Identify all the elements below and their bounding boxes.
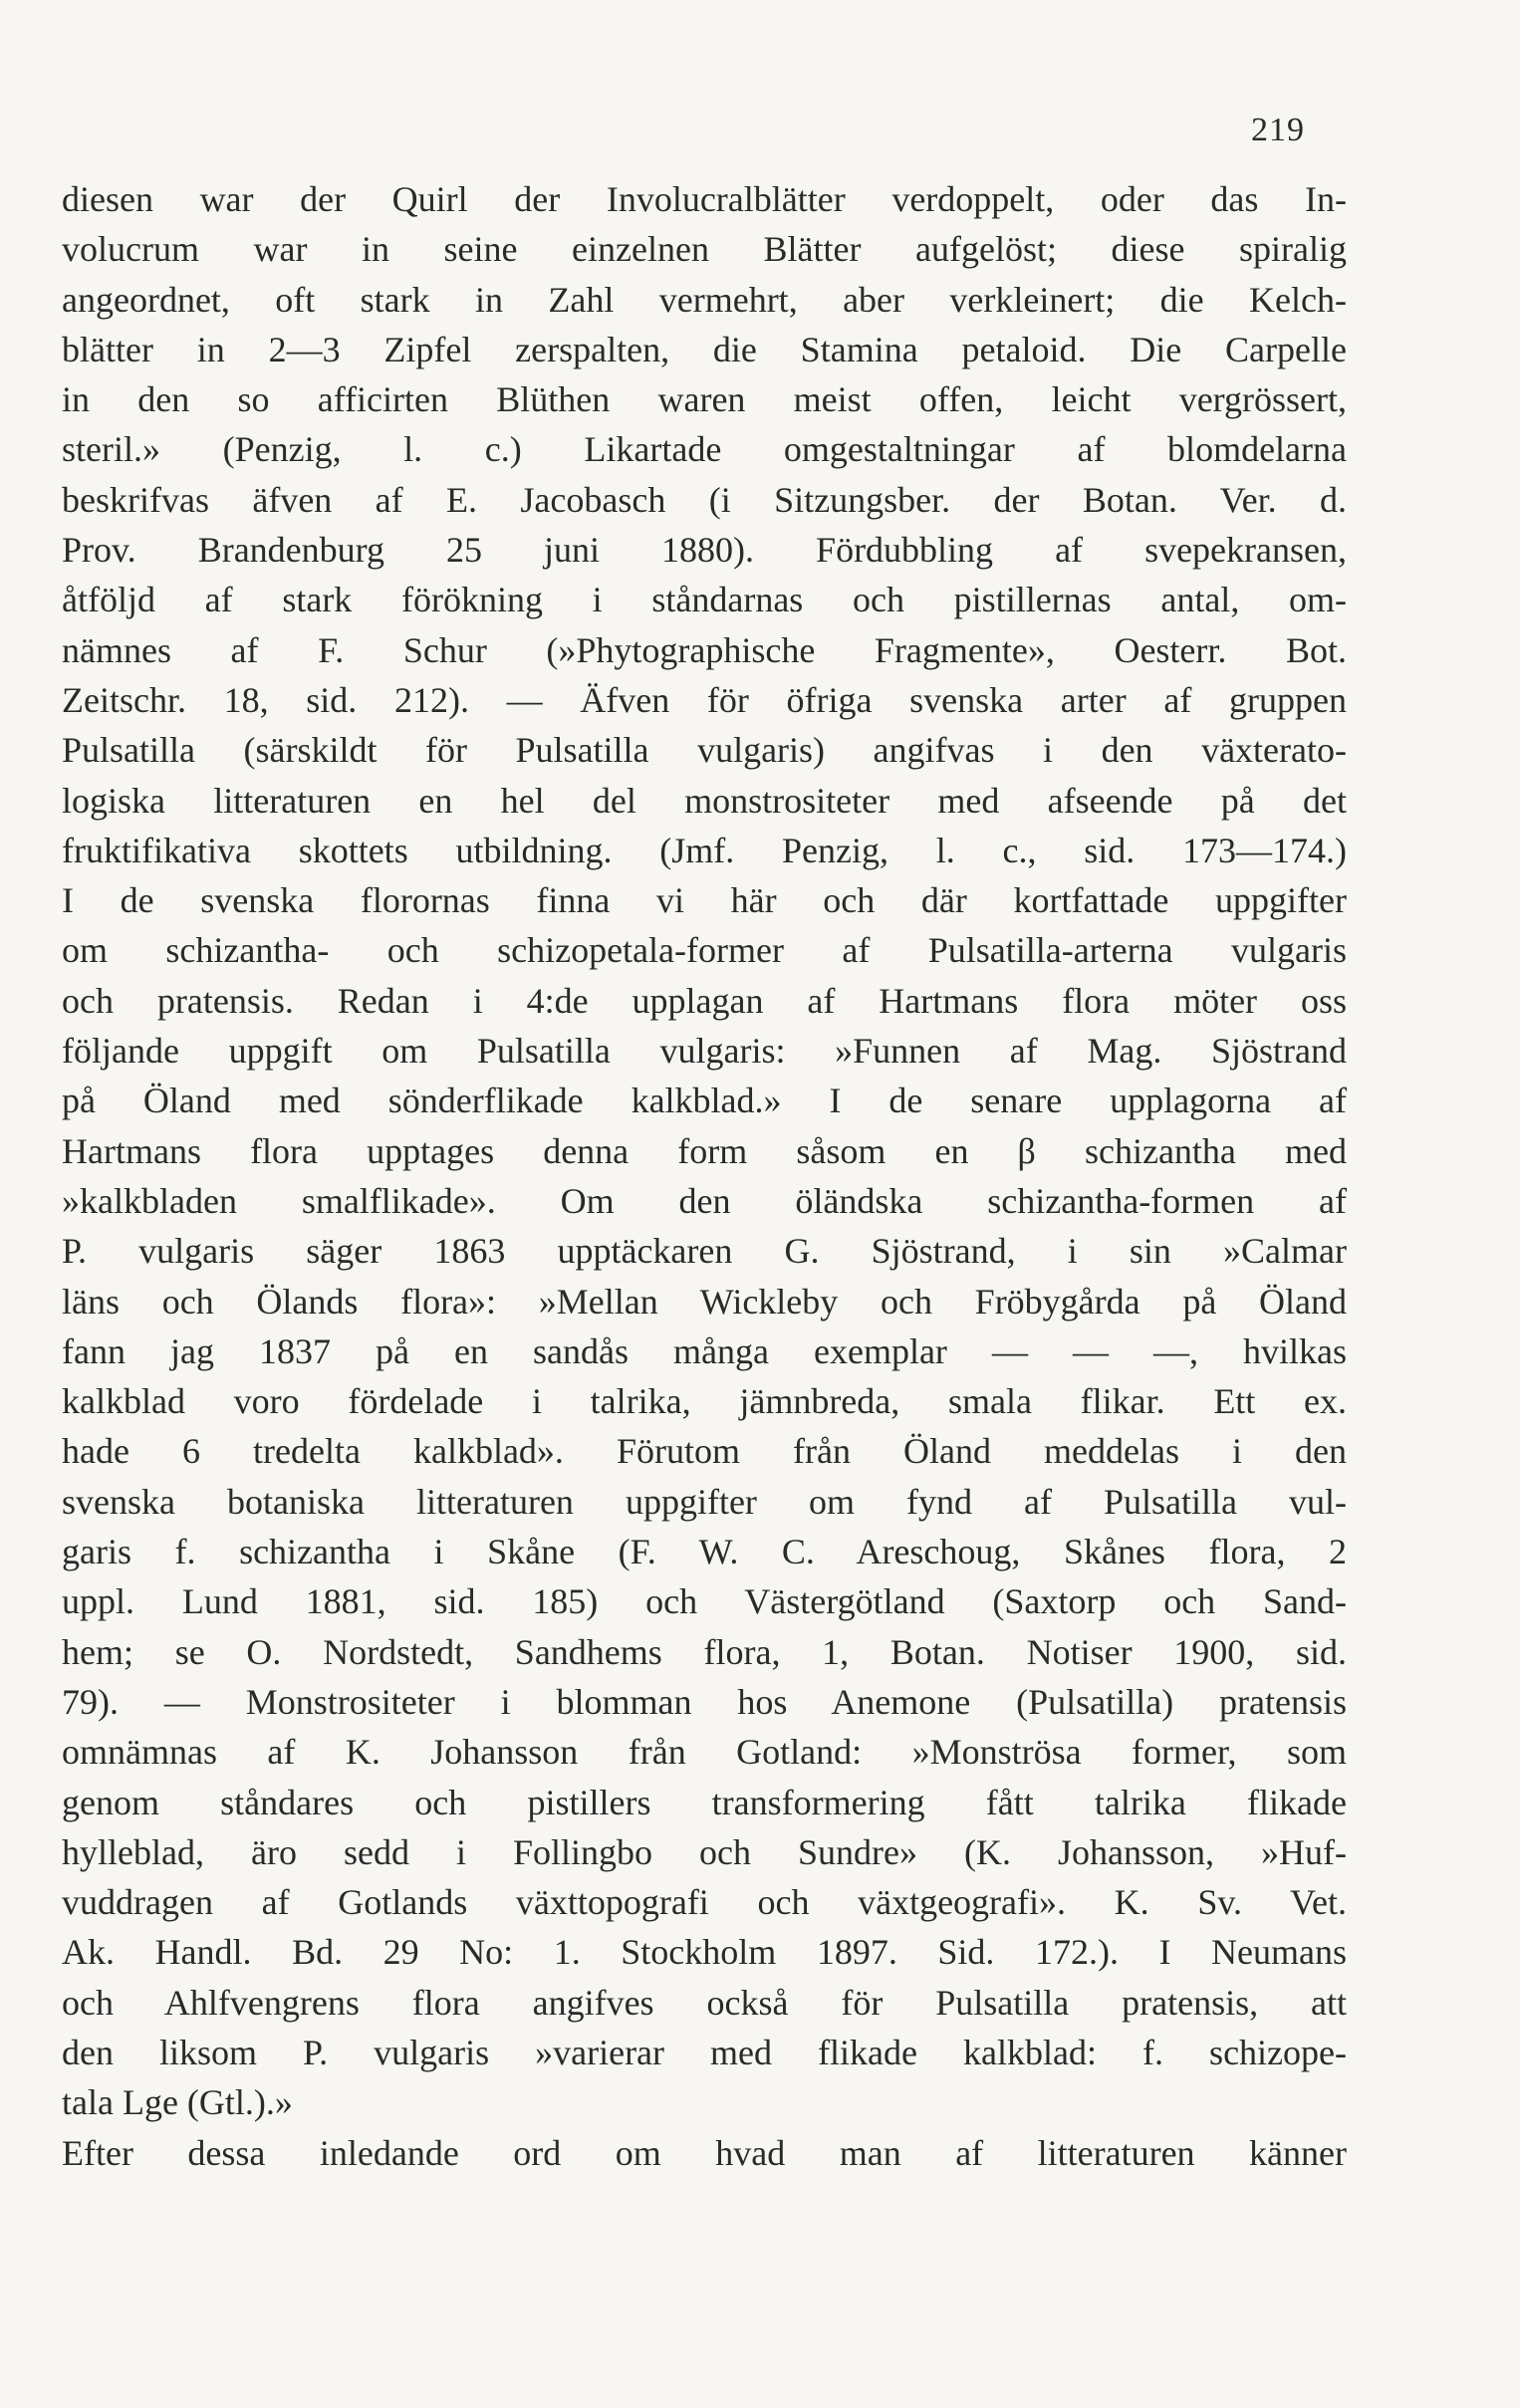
text-line: logiska litteraturen en hel del monstrositeter med afseende på det (62, 780, 1347, 821)
text-line: in den so afficirten Blüthen waren meist offen, leicht vergrössert, (62, 379, 1347, 420)
text-line: »kalkbladen smalflikade». Om den öländska schizantha-formen af (62, 1180, 1347, 1221)
text-line: beskrifvas äfven af E. Jacobasch (i Sitzungsber. der Botan. Ver. d. (62, 479, 1347, 520)
text-line: vuddragen af Gotlands växttopografi och växtgeografi». K. Sv. Vet. (62, 1882, 1347, 1923)
text-line: genom ståndares och pistillers transformering fått talrika flikade (62, 1782, 1347, 1822)
page-number: 219 (1251, 112, 1305, 148)
text-line: 79). — Monstrositeter i blomman hos Anemone (Pulsatilla) pratensis (62, 1681, 1347, 1722)
text-line: och Ahlfvengrens flora angifves också för Pulsatilla pratensis, att (62, 1982, 1347, 2023)
text-line: åtföljd af stark förökning i ståndarnas och pistillernas antal, om- (62, 580, 1347, 620)
text-line: och pratensis. Redan i 4:de upplagan af Hartmans flora möter oss (62, 980, 1347, 1021)
text-line: följande uppgift om Pulsatilla vulgaris: »Funnen af Mag. Sjöstrand (62, 1031, 1347, 1072)
text-line: steril.» (Penzig, l. c.) Likartade omgestaltningar af blomdelarna (62, 429, 1347, 470)
text-line: Hartmans flora upptages denna form såsom en β schizantha med (62, 1130, 1347, 1171)
text-line: volucrum war in seine einzelnen Blätter aufgelöst; diese spiralig (62, 229, 1347, 270)
text-line: den liksom P. vulgaris »varierar med flikade kalkblad: f. schizope- (62, 2032, 1347, 2072)
text-line: hade 6 tredelta kalkblad». Förutom från Öland meddelas i den (62, 1431, 1347, 1472)
text-line: fruktifikativa skottets utbildning. (Jmf. Penzig, l. c., sid. 173—174.) (62, 830, 1347, 870)
text-line: hylleblad, äro sedd i Follingbo och Sundre» (K. Johansson, »Huf- (62, 1831, 1347, 1872)
text-line: angeordnet, oft stark in Zahl vermehrt, aber verkleinert; die Kelch- (62, 279, 1347, 320)
text-line: Prov. Brandenburg 25 juni 1880). Fördubbling af svepekransen, (62, 530, 1347, 571)
text-line: uppl. Lund 1881, sid. 185) och Västergötland (Saxtorp och Sand- (62, 1581, 1347, 1622)
text-line: blätter in 2—3 Zipfel zerspalten, die Stamina petaloid. Die Carpelle (62, 329, 1347, 369)
text-line: Pulsatilla (särskildt för Pulsatilla vulgaris) angifvas i den växterato- (62, 730, 1347, 771)
text-line: Zeitschr. 18, sid. 212). — Äfven för öfriga svenska arter af gruppen (62, 679, 1347, 720)
text-line: svenska botaniska litteraturen uppgifter om fynd af Pulsatilla vul- (62, 1481, 1347, 1522)
text-line: omnämnas af K. Johansson från Gotland: »Monströsa former, som (62, 1732, 1347, 1773)
text-line: om schizantha- och schizopetala-former af Pulsatilla-arterna vulgaris (62, 930, 1347, 971)
text-line: diesen war der Quirl der Involucralblätter verdoppelt, oder das In- (62, 179, 1347, 219)
text-line: kalkblad voro fördelade i talrika, jämnbreda, smala flikar. Ett ex. (62, 1381, 1347, 1422)
text-line: I de svenska florornas finna vi här och där kortfattade uppgifter (62, 880, 1347, 921)
body-text (62, 174, 1347, 2178)
text-line: läns och Ölands flora»: »Mellan Wickleby och Fröbygårda på Öland (62, 1281, 1347, 1322)
text-line: hem; se O. Nordstedt, Sandhems flora, 1, Botan. Notiser 1900, sid. (62, 1631, 1347, 1672)
text-line: garis f. schizantha i Skåne (F. W. C. Areschoug, Skånes flora, 2 (62, 1532, 1347, 1572)
text-line: P. vulgaris säger 1863 upptäckaren G. Sjöstrand, i sin »Calmar (62, 1231, 1347, 1272)
text-line: Efter dessa inledande ord om hvad man af litteraturen känner (62, 2132, 1347, 2173)
text-line: tala Lge (Gtl.).» (62, 2082, 293, 2123)
text-line: nämnes af F. Schur (»Phytographische Fragmente», Oesterr. Bot. (62, 629, 1347, 670)
text-line: på Öland med sönderflikade kalkblad.» I de senare upplagorna af (62, 1081, 1347, 1121)
text-line: fann jag 1837 på en sandås många exemplar — — —, hvilkas (62, 1330, 1347, 1371)
text-line: Ak. Handl. Bd. 29 No: 1. Stockholm 1897. Sid. 172.). I Neumans (62, 1932, 1347, 1973)
